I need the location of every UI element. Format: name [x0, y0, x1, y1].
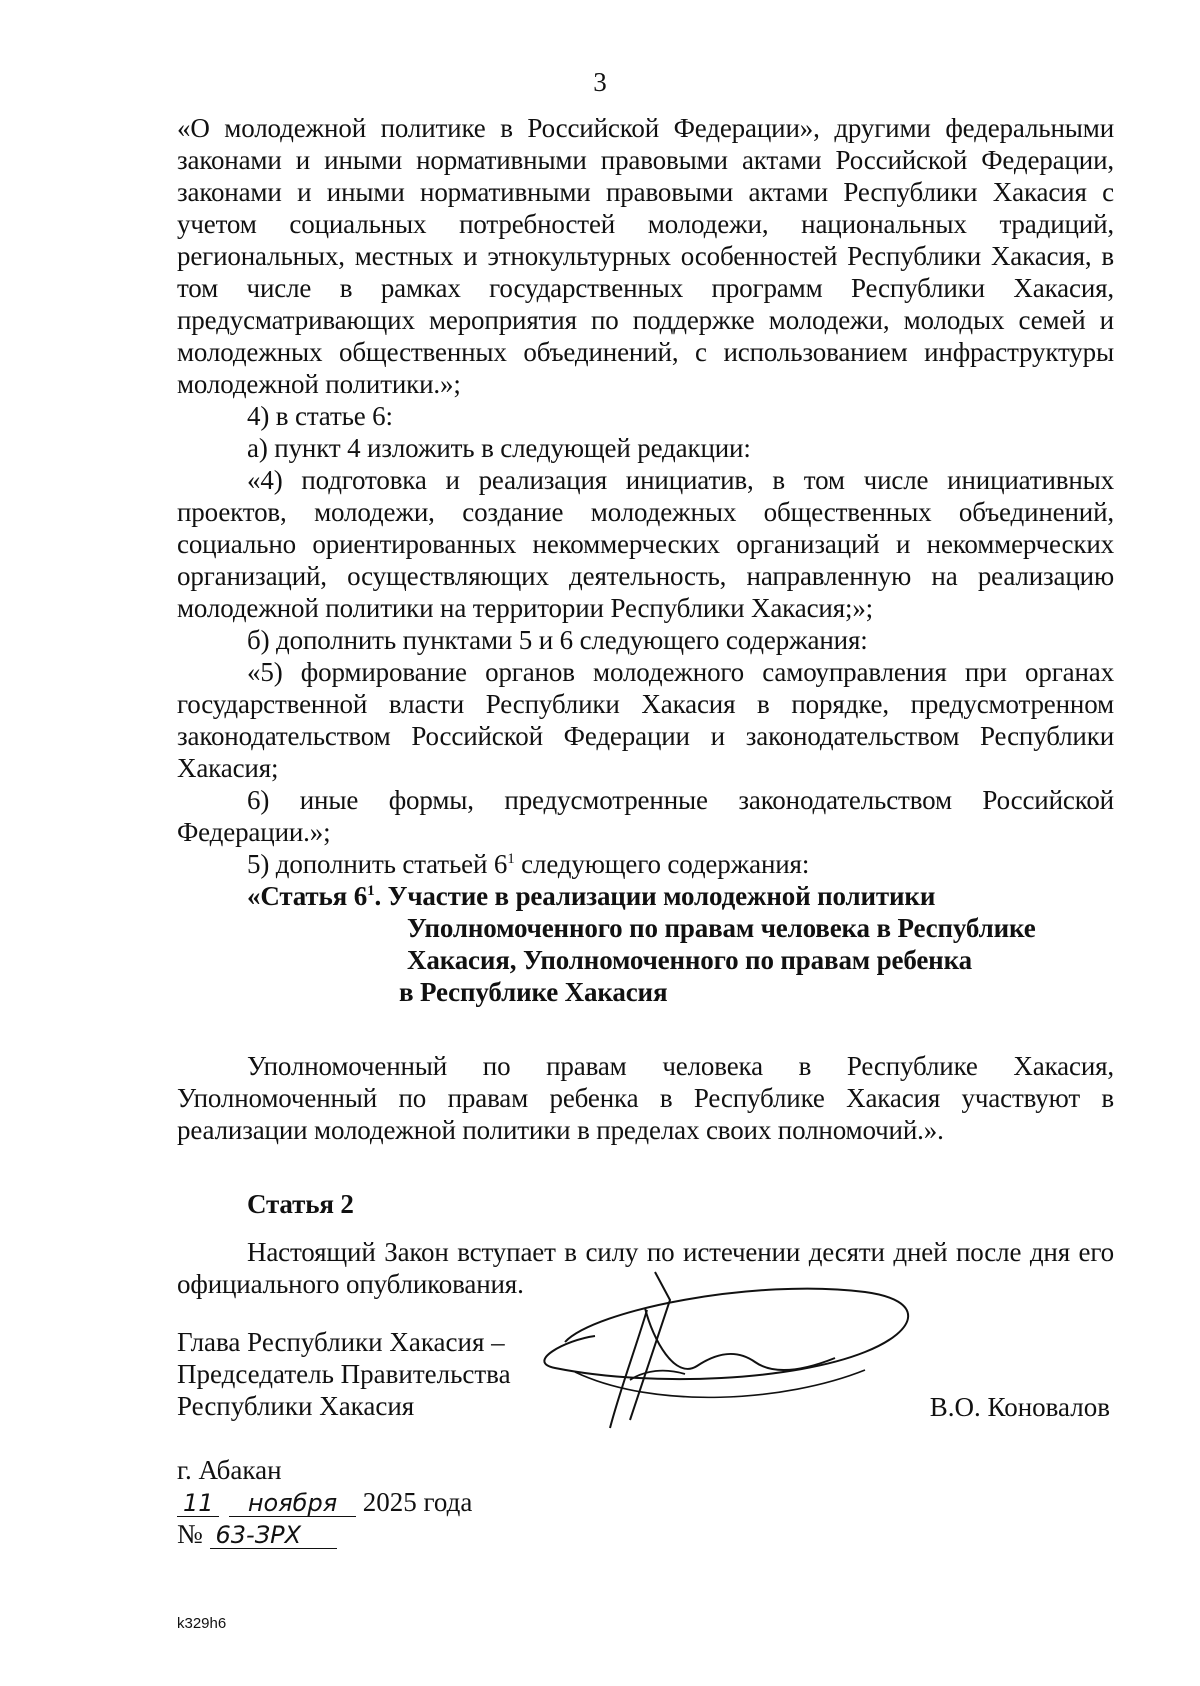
paragraph-article-6-1-text: Уполномоченный по правам человека в Республике Хакасия, Уполномоченный по правам ребенка в Республике Хакасия участвуют в реализации молодежной политики в пределах своих полномочий.».	[177, 1051, 1114, 1145]
number-sign: №	[177, 1519, 203, 1549]
paragraph-article-2-text: Настоящий Закон вступает в силу по истечении десяти дней после дня его официального опубликования.	[177, 1237, 1114, 1299]
handwritten-signature	[535, 1270, 930, 1435]
article-6-1-heading: «Статья $6^1$. Участие в реализации молодежной политики Уполномоченного по правам человека в Республике Хакасия, Уполномоченного по правам ребенка в Республике Хакасия	[247, 881, 1036, 1007]
date-line	[177, 1486, 472, 1518]
paragraph-subitem-a: а) пункт 4 изложить в следующей редакции:	[247, 433, 751, 463]
paragraph-item-5: 5) дополнить статьей $6^1$ следующего содержания:	[247, 849, 810, 879]
paragraph-continuation: «О молодежной политике в Российской Федерации», другими федеральными законами и иными нормативными правовыми актами Российской Федерации, законами и иными нормативными правовыми актами Республики Хакасия с учетом социальных потребностей молодежи, национальных традиций, региональных, местных и этнокультурных особенностей Республики Хакасия, в том числе в рамках государственных программ Республики Хакасия, предусматривающих мероприятия по поддержке молодежи, молодых семей и молодежных общественных объединений, с использованием инфраструктуры молодежной политики.»;	[177, 113, 1114, 399]
document-code: k329h6	[177, 1615, 227, 1632]
paragraph-item-4: 4) в статье 6:	[247, 401, 393, 431]
law-number: 63-ЗРХ	[210, 1522, 337, 1549]
law-number-line	[177, 1518, 472, 1550]
paragraph-subitem-b: б) дополнить пунктами 5 и 6 следующего содержания:	[247, 625, 868, 655]
law-text	[177, 112, 1114, 1300]
place-date-number	[177, 1454, 472, 1550]
paragraph-point-6-text: 6) иные формы, предусмотренные законодательством Российской Федерации.»;	[177, 785, 1114, 847]
date-month: ноября	[229, 1490, 356, 1517]
date-year: 2025 года	[362, 1487, 473, 1517]
signer-name: В.О. Коновалов	[929, 1392, 1110, 1422]
date-day: 11	[177, 1490, 219, 1517]
signer-title: Глава Республики Хакасия – Председатель Правительства Республики Хакасия	[177, 1327, 511, 1421]
city: г. Абакан	[177, 1455, 282, 1485]
page-number: 3	[593, 67, 607, 97]
paragraph-point-5-text: «5) формирование органов молодежного самоуправления при органах государственной власти Республики Хакасия в порядке, предусмотренном законодательством Российской Федерации и законодательством Республики Хакасия;	[177, 657, 1114, 783]
paragraph-point-4-text: «4) подготовка и реализация инициатив, в том числе инициативных проектов, молодежи, создание молодежных общественных объединений, социально ориентированных некоммерческих организаций и некоммерческих организаций, осуществляющих деятельность, направленную на реализацию молодежной политики на территории Республики Хакасия;»;	[177, 465, 1114, 623]
article-2-heading: Статья 2	[247, 1189, 354, 1219]
